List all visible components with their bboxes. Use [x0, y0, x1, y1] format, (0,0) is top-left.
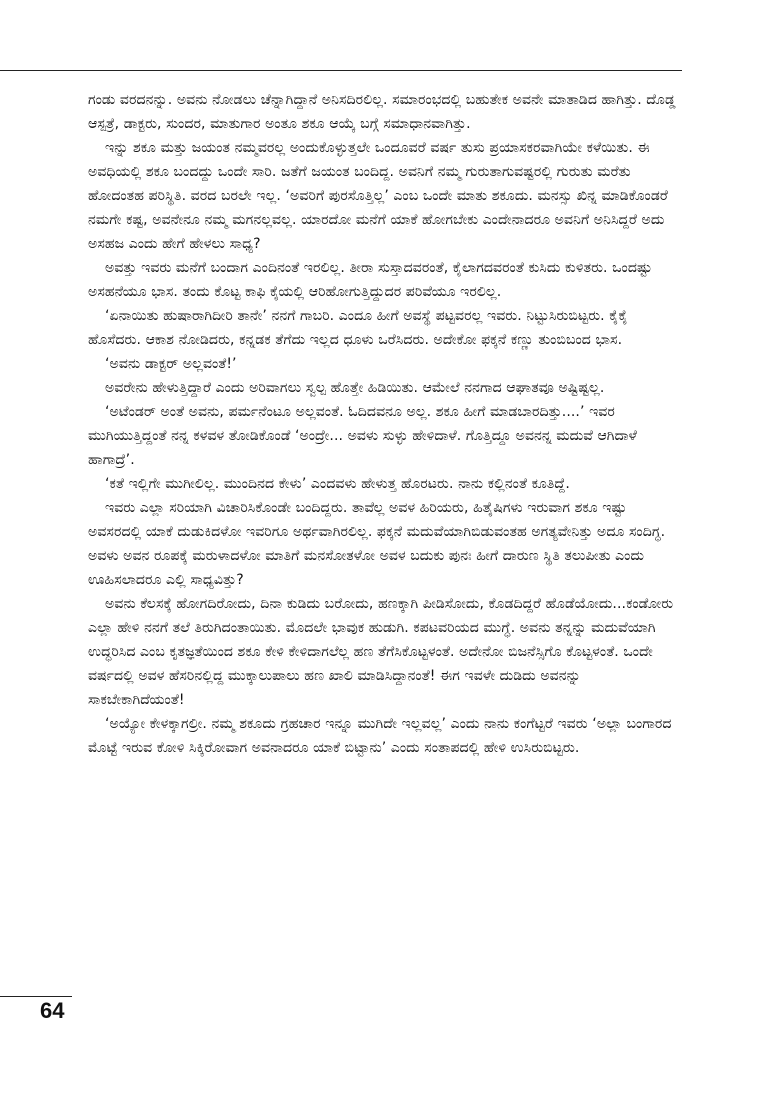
paragraph: ಅವನು ಕೆಲಸಕ್ಕೆ ಹೋಗದಿರೋದು, ದಿನಾ ಕುಡಿದು ಬರೋದು, ಹಣಕ್ಕಾಗಿ ಪೀಡಿಸೋದು, ಕೊಡದಿದ್ದರೆ ಹೊಡೆಯೋದು...ಕಂಡೋರು ಎಲ್ಲಾ ಹೇಳಿ ನನಗೆ ತಲೆ ತಿರುಗಿದಂತಾಯಿತು. ಮೊದಲೇ ಭಾವುಕ ಹುಡುಗಿ. ಕಪಟವರಿಯದ ಮುಗ್ಧೆ. ಅವನು ತನ್ನನ್ನು ಮದುವೆಯಾಗಿ ಉದ್ಧರಿಸಿದ ಎಂಬ ಕೃತಜ್ಞತೆಯಿಂದ ಶಕೂ ಕೇಳಿ ಕೇಳಿದಾಗಲೆಲ್ಲ ಹಣ ತೆಗೆಸಿಕೊಟ್ಟಳಂತೆ. ಅದೇನೋ ಬಿಜನೆಸ್ಸಿಗೊ ಕೊಟ್ಟಳಂತೆ. ಒಂದೇ ವರ್ಷದಲ್ಲಿ ಅವಳ ಹೆಸರಿನಲ್ಲಿದ್ದ ಮುಕ್ಕಾಲುಪಾಲು ಹಣ ಖಾಲಿ ಮಾಡಿಸಿದ್ದಾನಂತೆ! ಈಗ ಇವಳೇ ದುಡಿದು ಅವನನ್ನು ಸಾಕಬೇಕಾಗಿದೆಯಂತೆ!	[88, 596, 674, 708]
body-text	[88, 88, 680, 760]
paragraph: ಅವತ್ತು ಇವರು ಮನೆಗೆ ಬಂದಾಗ ಎಂದಿನಂತೆ ಇರಲಿಲ್ಲ. ತೀರಾ ಸುಸ್ತಾದವರಂತೆ, ಕೈಲಾಗದವರಂತೆ ಕುಸಿದು ಕುಳಿತರು. ಒಂದಷ್ಟು ಅಸಹನೆಯೂ ಭಾಸ. ತಂದು ಕೊಟ್ಟ ಕಾಫಿ ಕೈಯಲ್ಲಿ ಆರಿಹೋಗುತ್ತಿದ್ದುದರ ಪರಿವೆಯೂ ಇರಲಿಲ್ಲ.	[88, 260, 653, 300]
paragraph: ಇನ್ನು ಶಕೂ ಮತ್ತು ಜಯಂತ ನಮ್ಮವರಲ್ಲ ಅಂದುಕೊಳ್ಳುತ್ತಲೇ ಒಂದೂವರೆ ವರ್ಷ ತುಸು ಪ್ರಯಾಸಕರವಾಗಿಯೇ ಕಳೆಯಿತು. ಈ ಅವಧಿಯಲ್ಲಿ ಶಕೂ ಬಂದದ್ದು ಒಂದೇ ಸಾರಿ. ಜತೆಗೆ ಜಯಂತ ಬಂದಿದ್ದ. ಅವನಿಗೆ ನಮ್ಮ ಗುರುತಾಗುವಷ್ಟರಲ್ಲಿ ಗುರುತು ಮರೆತು ಹೋದಂತಹ ಪರಿಸ್ಥಿತಿ. ವರದ ಬರಲೇ ಇಲ್ಲ. ‘ಅವರಿಗೆ ಪುರಸೊತ್ತಿಲ್ಲ’ ಎಂಬ ಒಂದೇ ಮಾತು ಶಕೂದು. ಮನಸ್ಸು ಖಿನ್ನ ಮಾಡಿಕೊಂಡರೆ ನಮಗೇ ಕಷ್ಟ, ಅವನೇನೂ ನಮ್ಮ ಮಗನಲ್ಲವಲ್ಲ. ಯಾರದೋ ಮನೆಗೆ ಯಾಕೆ ಹೋಗಬೇಕು ಎಂದೇನಾದರೂ ಅವನಿಗೆ ಅನಿಸಿದ್ದರೆ ಅದು ಅಸಹಜ ಎಂದು ಹೇಗೆ ಹೇಳಲು ಸಾಧ್ಯ?	[88, 140, 668, 252]
top-rule	[0, 70, 682, 71]
paragraph: ‘ಅಯ್ಯೋ ಕೇಳಕ್ಕಾಗಲ್ರೀ. ನಮ್ಮ ಶಕೂದು ಗ್ರಹಚಾರ ಇನ್ನೂ ಮುಗಿದೇ ಇಲ್ಲವಲ್ಲ’ ಎಂದು ನಾನು ಕಂಗೆಟ್ಟರೆ ಇವರು ‘ಅಲ್ಲಾ ಬಂಗಾರದ ಮೊಟ್ಟೆ ಇರುವ ಕೋಳಿ ಸಿಕ್ಕಿರೋವಾಗ ಅವನಾದರೂ ಯಾಕೆ ಬಿಟ್ಟಾನು’ ಎಂದು ಸಂತಾಪದಲ್ಲಿ ಹೇಳಿ ಉಸಿರುಬಿಟ್ಟರು.	[88, 716, 672, 756]
paragraph: ಗಂಡು ವರದನನ್ನು. ಅವನು ನೋಡಲು ಚೆನ್ನಾಗಿದ್ದಾನೆ ಅನಿಸದಿರಲಿಲ್ಲ. ಸಮಾರಂಭದಲ್ಲಿ ಬಹುತೇಕ ಅವನೇ ಮಾತಾಡಿದ ಹಾಗಿತ್ತು. ದೊಡ್ಡ ಆಸ್ಪತ್ರೆ, ಡಾಕ್ಟರು, ಸುಂದರ, ಮಾತುಗಾರ ಅಂತೂ ಶಕೂ ಆಯ್ಕೆ ಬಗ್ಗೆ ಸಮಾಧಾನವಾಗಿತ್ತು.	[88, 92, 676, 132]
paragraph: ‘ಕತೆ ಇಲ್ಲಿಗೇ ಮುಗೀಲಿಲ್ಲ. ಮುಂದಿನದ ಕೇಳು’ ಎಂದವಳು ಹೇಳುತ್ತ ಹೊರಟರು. ನಾನು ಕಲ್ಲಿನಂತೆ ಕೂತಿದ್ದೆ.	[105, 476, 570, 492]
paragraph: ‘ಏನಾಯಿತು ಹುಷಾರಾಗಿದೀರಿ ತಾನೇ’ ನನಗೆ ಗಾಬರಿ. ಎಂದೂ ಹೀಗೆ ಅವಸ್ಥೆ ಪಟ್ಟವರಲ್ಲ ಇವರು. ನಿಟ್ಟುಸಿರುಬಿಟ್ಟರು. ಕೈಕೈ ಹೊಸೆದರು. ಆಕಾಶ ನೋಡಿದರು, ಕನ್ನಡಕ ತೆಗೆದು ಇಲ್ಲದ ಧೂಳು ಒರೆಸಿದರು. ಅದೇಕೋ ಫಕ್ಕನೆ ಕಣ್ಣು ತುಂಬಿಬಂದ ಭಾಸ.	[88, 308, 628, 348]
footer-rule	[0, 996, 72, 997]
paragraph: ‘ಅವನು ಡಾಕ್ಟರ್ ಅಲ್ಲವಂತೆ!’	[105, 356, 237, 372]
page-number: 64	[40, 998, 65, 1023]
paragraph: ಅವರೇನು ಹೇಳುತ್ತಿದ್ದಾರೆ ಎಂದು ಅರಿವಾಗಲು ಸ್ವಲ್ಪ ಹೊತ್ತೇ ಹಿಡಿಯಿತು. ಆಮೇಲೆ ನನಗಾದ ಆಘಾತವೂ ಅಷ್ಟಿಷ್ಟಲ್ಲ.	[105, 380, 605, 396]
paragraph: ಇವರು ಎಲ್ಲಾ ಸರಿಯಾಗಿ ವಿಚಾರಿಸಿಕೊಂಡೇ ಬಂದಿದ್ದರು. ತಾವೆಲ್ಲ ಅವಳ ಹಿರಿಯರು, ಹಿತೈಷಿಗಳು ಇರುವಾಗ ಶಕೂ ಇಷ್ಟು ಅವಸರದಲ್ಲಿ ಯಾಕೆ ದುಡುಕಿದಳೋ ಇವರಿಗೂ ಅರ್ಥವಾಗಿರಲಿಲ್ಲ. ಫಕ್ಕನೆ ಮದುವೆಯಾಗಿಬಿಡುವಂತಹ ಅಗತ್ಯವೇನಿತ್ತು ಅದೂ ಸಂದಿಗ್ಧ. ಅವಳು ಅವನ ರೂಪಕ್ಕೆ ಮರುಳಾದಳೋ ಮಾತಿಗೆ ಮನಸೋತಳೋ ಅವಳ ಬದುಕು ಪುನಃ ಹೀಗೆ ದಾರುಣ ಸ್ಥಿತಿ ತಲುಪೀತು ಎಂದು ಊಹಿಸಲಾದರೂ ಎಲ್ಲಿ ಸಾಧ್ಯವಿತ್ತು?	[88, 500, 666, 588]
paragraph: ‘ಅಟೆಂಡರ್ ಅಂತೆ ಅವನು, ಪರ್ಮನೆಂಟೂ ಅಲ್ಲವಂತೆ. ಓದಿದವನೂ ಅಲ್ಲ. ಶಕೂ ಹೀಗೆ ಮಾಡಬಾರದಿತ್ತು....’ ಇವರ ಮುಗಿಯುತ್ತಿದ್ದಂತೆ ನನ್ನ ಕಳವಳ ತೋಡಿಕೊಂಡೆ ‘ಅಂದ್ರೇ... ಅವಳು ಸುಳ್ಳು ಹೇಳಿದಾಳೆ. ಗೊತ್ತಿದ್ದೂ ಅವನನ್ನ ಮದುವೆ ಆಗಿದಾಳೆ ಹಾಗಾದ್ರೆ’.	[88, 404, 637, 468]
